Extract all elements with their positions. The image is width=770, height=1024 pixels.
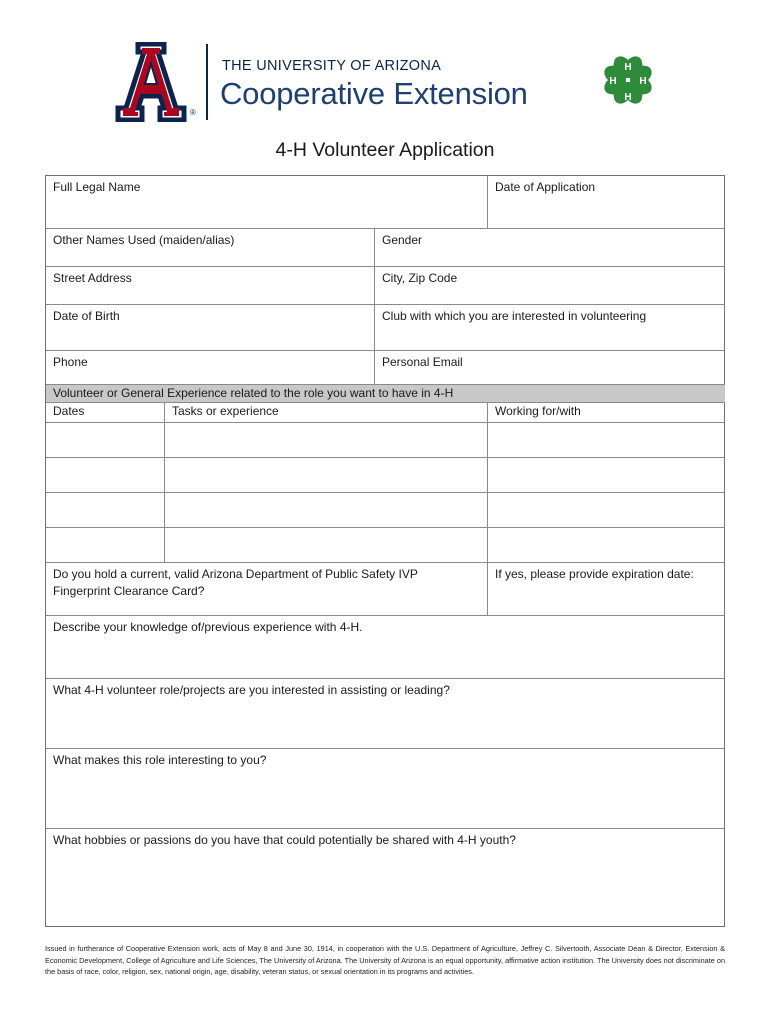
cooperative-extension-title: Cooperative Extension [220,76,528,111]
date-of-birth-field[interactable] [46,304,374,350]
tasks-column-header: Tasks or experience [164,402,487,422]
working-for-column-header: Working for/with [487,402,725,422]
svg-text:H: H [639,76,647,87]
footer-disclaimer: Issued in furtherance of Cooperative Extension work, acts of May 8 and June 30, 1914, in cooperation with the U.S. Department of Agriculture, Jeffrey C. Silvertooth, Associate Dean & Director, Extension & Economic Development, College of Agriculture and Life Sciences, The University of Arizona. The University of Arizona is an equal opportunity, affirmative action institution. The University does not discriminate on the basis of race, color, religion, sex, national origin, age, disability, veteran status, or sexual orientation in its programs and activities. [45,944,725,977]
street-address-field[interactable] [46,266,374,304]
experience-dates-cell[interactable] [46,492,164,527]
page-title: 4-H Volunteer Application [275,139,495,161]
knowledge-question: Describe your knowledge of/previous experience with 4-H. [53,620,363,634]
experience-section-heading: Volunteer or General Experience related to the role you want to have in 4-H [46,384,725,402]
page-header [112,38,672,128]
personal-email-label: Personal Email [382,355,463,369]
interest-question: What makes this role interesting to you? [53,753,267,767]
club-interest-label: Club with which you are interested in volunteering [382,309,647,323]
date-of-application-field[interactable] [487,176,725,228]
registered-mark: ® [190,108,196,117]
experience-working-for-cell[interactable] [487,492,725,527]
experience-tasks-cell[interactable] [164,492,487,527]
experience-working-for-cell[interactable] [487,527,725,562]
full-legal-name-label: Full Legal Name [53,180,141,194]
experience-tasks-cell[interactable] [164,527,487,562]
university-name: THE UNIVERSITY OF ARIZONA [222,58,442,74]
hobbies-question: What hobbies or passions do you have that could potentially be shared with 4-H youth? [53,833,516,847]
university-of-arizona-a-logo [112,42,190,122]
interest-answer-field[interactable] [46,748,725,828]
fingerprint-question: Do you hold a current, valid Arizona Department of Public Safety IVP Fingerprint Clearance Card? [46,562,487,615]
role-answer-field[interactable] [46,678,725,748]
knowledge-answer-field[interactable] [46,615,725,678]
city-zip-field[interactable] [374,266,725,304]
dates-column-header: Dates [46,402,164,422]
experience-tasks-cell[interactable] [164,422,487,457]
phone-field[interactable] [46,350,374,384]
street-address-label: Street Address [53,271,132,285]
role-question: What 4-H volunteer role/projects are you interested in assisting or leading? [53,683,450,697]
application-form [45,175,725,927]
svg-text:H: H [624,62,632,73]
other-names-label: Other Names Used (maiden/alias) [53,233,235,247]
gender-field[interactable] [374,228,725,266]
experience-working-for-cell[interactable] [487,457,725,492]
experience-dates-cell[interactable] [46,422,164,457]
experience-tasks-cell[interactable] [164,457,487,492]
experience-dates-cell[interactable] [46,457,164,492]
club-interest-field[interactable] [374,304,725,350]
svg-text:H: H [624,92,632,103]
hobbies-answer-field[interactable] [46,828,725,926]
other-names-field[interactable] [46,228,374,266]
header-divider [206,44,208,120]
date-of-birth-label: Date of Birth [53,309,120,323]
svg-text:H: H [609,76,617,87]
date-of-application-label: Date of Application [495,180,596,194]
4h-clover-logo [596,48,660,112]
experience-dates-cell[interactable] [46,527,164,562]
gender-label: Gender [382,233,423,247]
expiration-date-field[interactable] [487,562,725,615]
experience-working-for-cell[interactable] [487,422,725,457]
city-zip-label: City, Zip Code [382,271,458,285]
full-legal-name-field[interactable] [46,176,487,228]
personal-email-field[interactable] [374,350,725,384]
expiration-date-label: If yes, please provide expiration date: [495,567,694,581]
phone-label: Phone [53,355,88,369]
